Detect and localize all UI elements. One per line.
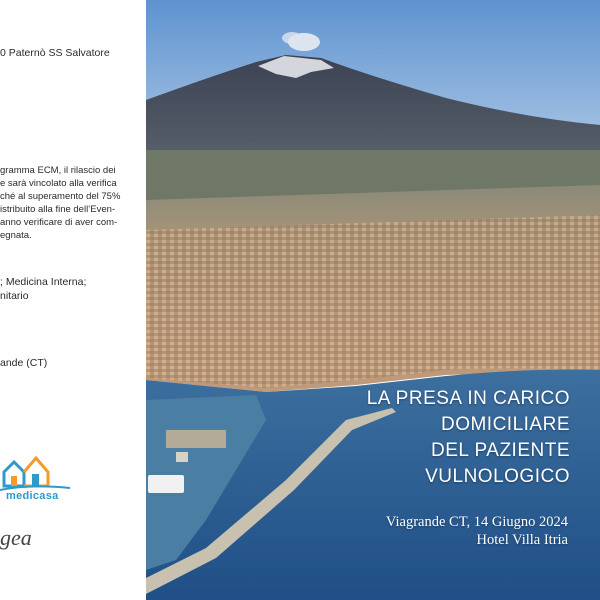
cover-photo xyxy=(146,0,600,600)
ecm-text-line: e sarà vincolato alla verifica xyxy=(0,178,117,189)
venue-text: 0 Paternò SS Salvatore xyxy=(0,47,110,59)
ecm-text-line: anno verificare di aver com- xyxy=(0,217,118,228)
discipline-text-line: nitario xyxy=(0,290,29,302)
event-date: Viagrande CT, 14 Giugno 2024 xyxy=(385,514,568,530)
ecm-text-line: gramma ECM, il rilascio dei xyxy=(0,165,116,176)
medicasa-logo-text: medicasa xyxy=(6,490,59,502)
discipline-text-line: ; Medicina Interna; xyxy=(0,276,87,288)
etna-catania-aerial-photo xyxy=(146,0,600,600)
event-title-line: DOMICILIARE xyxy=(440,414,570,435)
gea-logo-text: gea xyxy=(0,525,32,550)
ecm-text-line: istribuito alla fine dell’Even- xyxy=(0,204,116,215)
ecm-text-line: egnata. xyxy=(0,230,32,241)
left-info-panel xyxy=(0,0,146,600)
event-title-line: VULNOLOGICO xyxy=(425,466,570,487)
event-title-line: LA PRESA IN CARICO xyxy=(366,388,570,409)
event-venue: Hotel Villa Itria xyxy=(476,532,568,548)
ecm-text-line: ché al superamento del 75% xyxy=(0,191,121,202)
location-text: ande (CT) xyxy=(0,357,48,369)
event-title-line: DEL PAZIENTE xyxy=(430,440,570,461)
